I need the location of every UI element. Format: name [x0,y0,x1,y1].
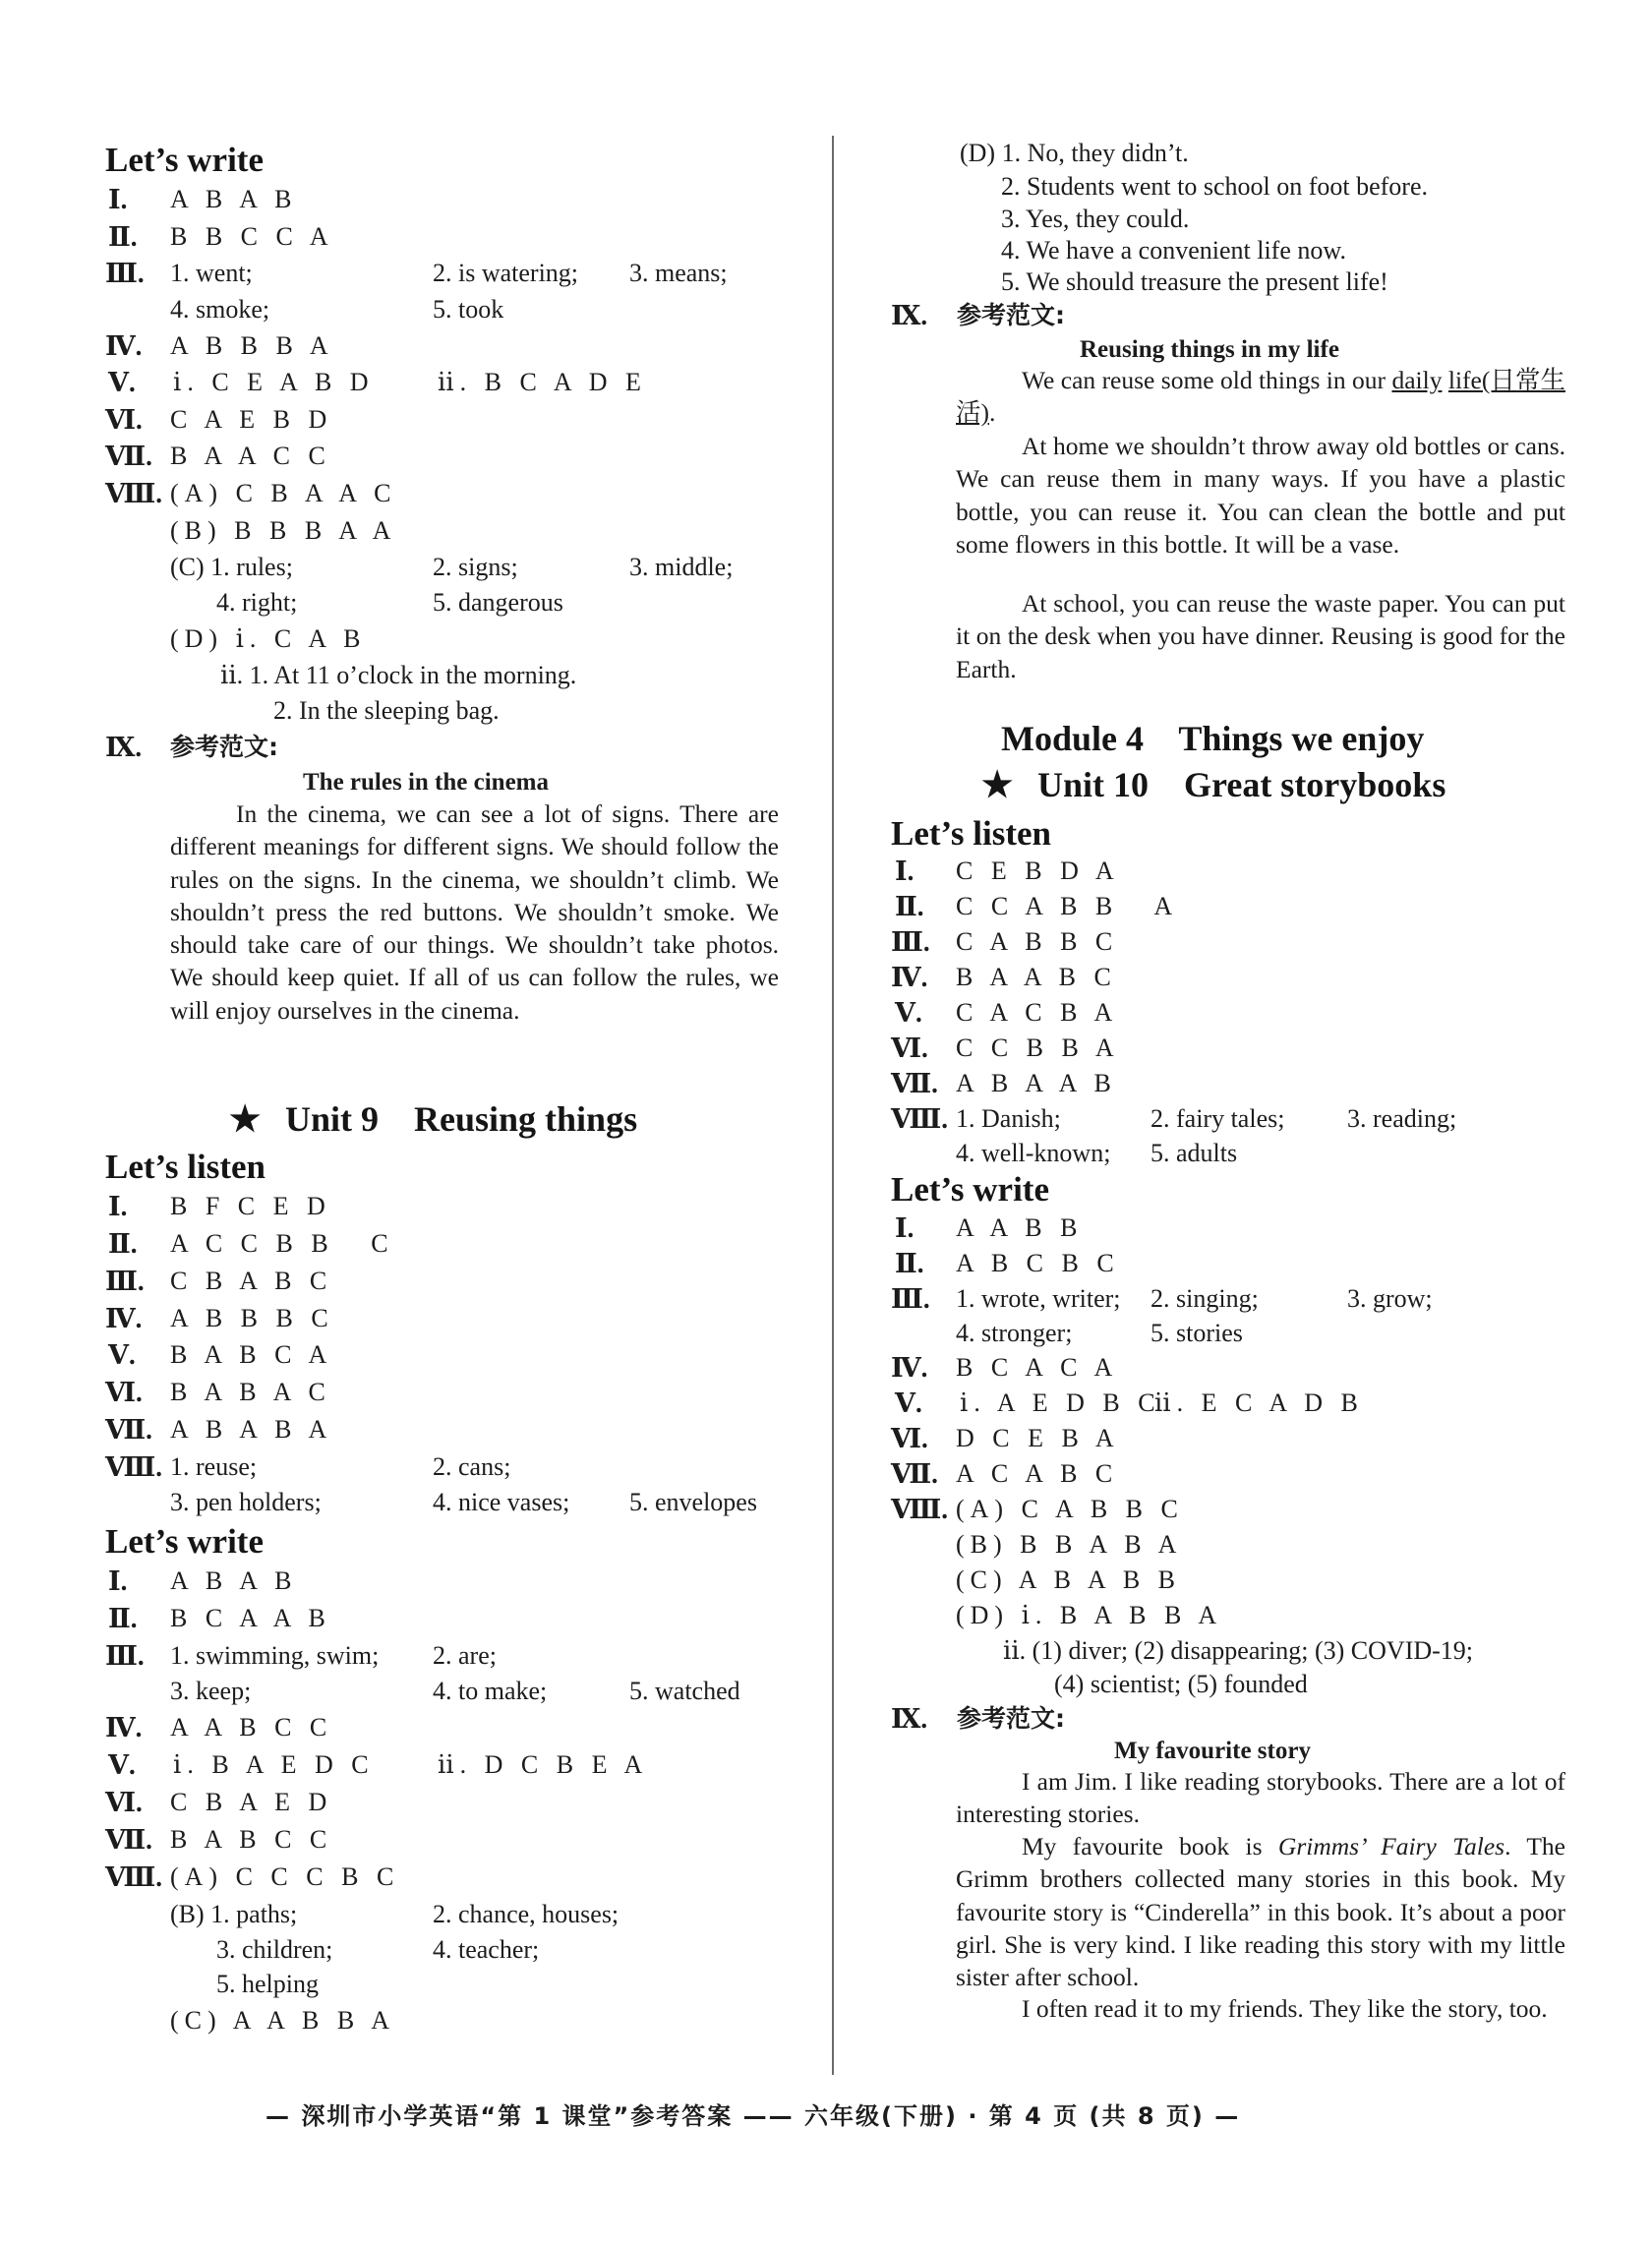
lets-listen-heading: Let’s listen [891,814,1051,853]
answer-row: ⅱ. D C B E A [438,1750,649,1779]
answer-item: 2. cans; [433,1452,511,1481]
answer-row: A B C B C [956,1249,1120,1277]
answer-item: 3. middle; [629,553,734,581]
roman-numeral: Ⅷ. [105,1862,163,1892]
lets-write-heading: Let’s write [105,141,264,179]
roman-numeral: Ⅳ. [891,963,928,992]
answer-row: A A B B [956,1213,1084,1242]
roman-numeral: Ⅵ. [891,1424,928,1453]
answer-item: (C) 1. rules; [170,553,293,581]
roman-numeral: Ⅲ. [891,1284,930,1314]
lets-write-heading: Let’s write [891,1170,1049,1209]
roman-numeral: Ⅰ. [108,1566,128,1596]
answer-item: 5. We should treasure the present life! [1001,267,1388,296]
answer-row: ⅰ. A E D B C [960,1388,1161,1417]
roman-numeral: Ⅷ. [891,1495,949,1524]
answer-row: B F C E D [170,1192,331,1220]
roman-numeral: Ⅰ. [895,856,914,886]
answer-row: C A E B D [170,405,333,434]
answer-item: ⅱ. (1) diver; (2) disappearing; (3) COVID-19; [1003,1636,1474,1665]
roman-numeral: Ⅴ. [895,1388,922,1418]
answer-row: B C A A B [170,1604,331,1632]
answer-item: 3. pen holders; [170,1488,322,1516]
answer-item: 5. dangerous [433,588,563,617]
answer-item: 3. means; [629,259,728,287]
roman-numeral: Ⅰ. [895,1213,914,1243]
roman-numeral: Ⅶ. [105,1825,152,1855]
roman-numeral: Ⅱ. [108,1229,138,1259]
answer-item: 1. wrote, writer; [956,1284,1121,1313]
answer-item: 4. to make; [433,1677,548,1705]
sample-essay-label: 参考范文: [957,1704,1065,1733]
roman-numeral: Ⅲ. [891,927,930,957]
essay-text: My favourite book is [1022,1832,1278,1860]
essay-paragraph [956,364,1565,430]
answer-item: 3. Yes, they could. [1001,205,1190,233]
answer-row: (D) ⅰ. B A B B A [956,1601,1223,1629]
answer-item: 3. grow; [1347,1284,1433,1313]
roman-numeral: Ⅶ. [891,1069,938,1098]
roman-numeral: Ⅰ. [108,185,128,214]
roman-numeral: Ⅲ. [105,1641,145,1671]
answer-row: (A) C C C B C [170,1862,400,1891]
answer-row: A C C B B C [170,1229,394,1258]
answer-item: 3. children; [216,1935,333,1964]
roman-numeral: Ⅱ. [108,1604,138,1633]
answer-row: B A B C A [170,1340,333,1369]
star-icon: ★ [229,1099,262,1139]
answer-row: C A C B A [956,998,1119,1027]
answer-row: A B B B A [170,331,334,360]
answer-row: A A B C C [170,1713,333,1742]
book-title: Grimms’ Fairy Tales [1277,1832,1505,1860]
answer-item: ⅱ. 1. At 11 o’clock in the morning. [220,661,577,689]
roman-numeral: Ⅶ. [105,1415,152,1445]
answer-item: (4) scientist; (5) founded [1054,1670,1308,1698]
answer-row: (C) A A B B A [170,2006,395,2035]
roman-numeral: Ⅴ. [895,998,922,1028]
answer-row: B C A C A [956,1353,1119,1382]
answer-item: 1. Danish; [956,1104,1061,1133]
roman-numeral: Ⅵ. [105,1788,143,1817]
essay-title: My favourite story [1114,1738,1311,1764]
roman-numeral: Ⅲ. [105,1267,145,1296]
roman-numeral: Ⅴ. [108,1750,136,1780]
essay-paragraph: I am Jim. I like reading storybooks. There are a lot of interesting stories. [956,1767,1565,1829]
glossed-word: daily [1391,366,1443,394]
sample-essay-label: 参考范文: [957,301,1065,329]
answer-row: C E B D A [956,856,1120,885]
answer-row: (C) A B A B B [956,1565,1181,1594]
answer-item: 5. envelopes [629,1488,757,1516]
roman-numeral: Ⅵ. [891,1033,928,1063]
roman-numeral: Ⅴ. [108,1340,136,1370]
answer-item: 3. reading; [1347,1104,1457,1133]
roman-numeral: Ⅱ. [895,892,924,921]
star-icon: ★ [981,765,1014,804]
roman-numeral: Ⅵ. [105,405,143,435]
roman-numeral: Ⅱ. [895,1249,924,1278]
answer-row: ⅰ. C E A B D [173,368,375,396]
answer-item: (B) 1. paths; [170,1900,298,1928]
essay-title: The rules in the cinema [303,769,549,796]
roman-numeral: Ⅸ. [105,733,143,762]
roman-numeral: Ⅸ. [891,301,928,330]
answer-item: 2. singing; [1150,1284,1259,1313]
answer-row: ⅱ. B C A D E [438,368,647,396]
answer-row: A B A B A [170,1415,333,1444]
answer-item: 2. In the sleeping bag. [273,696,500,725]
answer-row: C B A E D [170,1788,333,1816]
answer-item: 5. watched [629,1677,740,1705]
answer-item: 1. reuse; [170,1452,258,1481]
roman-numeral: Ⅴ. [108,368,136,397]
column-divider [832,136,834,2075]
answer-row: A B A B [170,1566,298,1595]
answer-row: C A B B C [956,927,1119,956]
answer-row: ⅰ. B A E D C [173,1750,375,1779]
roman-numeral: Ⅳ. [105,1304,143,1333]
answer-item: 4. teacher; [433,1935,540,1964]
essay-paragraph: In the cinema, we can see a lot of signs. There are different meanings for different signs. We should follow the rules on the signs. In the cinema, we shouldn’t climb. We shouldn’t press the red buttons. We shouldn’t smoke. We should take care of our things. We shouldn’t take photos. We should keep quiet. If all of us can follow the rules, we will enjoy ourselves in the cinema. [170,799,779,1025]
answer-row: B A B A C [170,1378,331,1406]
roman-numeral: Ⅶ. [891,1459,938,1489]
answer-row: A B B B C [170,1304,334,1332]
answer-item: (D) 1. No, they didn’t. [960,139,1189,167]
answer-item: 2. are; [433,1641,497,1670]
roman-numeral: Ⅳ. [105,1713,143,1742]
answer-item: 2. chance, houses; [433,1900,620,1928]
answer-row: ⅱ. E C A D B [1154,1388,1364,1417]
answer-item: 4. well-known; [956,1139,1111,1167]
roman-numeral: Ⅳ. [105,331,143,361]
answer-item: 1. went; [170,259,253,287]
essay-text: . The Grimm brothers collected many stories in this book. My favourite story is “Cinderella” in this book. It’s about a poor girl. She is very kind. I like reading this story with my little sister after school. [956,1832,1565,1992]
sample-essay-label: 参考范文: [170,733,278,761]
answer-row: A B A A B [956,1069,1117,1097]
unit-9-title: Unit 9 Reusing things [285,1099,638,1139]
answer-row: C B A B C [170,1267,333,1295]
answer-row: B B C C A [170,222,334,251]
roman-numeral: Ⅳ. [891,1353,928,1383]
roman-numeral: Ⅶ. [105,442,152,471]
roman-numeral: Ⅷ. [105,479,163,508]
roman-numeral: Ⅷ. [891,1104,949,1134]
answer-row: (A) C A B B C [956,1495,1184,1523]
roman-numeral: Ⅷ. [105,1452,163,1482]
lets-listen-heading: Let’s listen [105,1148,266,1186]
answer-row: B A B C C [170,1825,333,1854]
essay-paragraph: At school, you can reuse the waste paper. You can put it on the desk when you have dinner. Reusing is good for the Earth. [956,589,1565,683]
answer-row: D C E B A [956,1424,1120,1452]
answer-row: (D) ⅰ. C A B [170,624,367,653]
roman-numeral: Ⅵ. [105,1378,143,1407]
answer-item: 5. helping [216,1970,319,1998]
answer-row: B A A C C [170,442,331,470]
answer-item: 5. stories [1150,1319,1243,1347]
essay-paragraph: At home we shouldn’t throw away old bottles or cans. We can reuse them in many ways. If you have a plastic bottle, you can reuse it. You can clean the bottle and put some flowers in this bottle. It will be a vase. [956,432,1565,559]
answer-item: 3. keep; [170,1677,252,1705]
module-4-title: Module 4 Things we enjoy [1001,719,1425,758]
answer-item: 4. smoke; [170,295,270,324]
essay-title: Reusing things in my life [1080,336,1339,363]
answer-item: 2. signs; [433,553,518,581]
essay-paragraph: I often read it to my friends. They like the story, too. [1022,1994,1548,2023]
page-footer: — 深圳市小学英语“第 1 课堂”参考答案 —— 六年级(下册) · 第 4 页 (共 8 页) — [266,2102,1241,2130]
essay-paragraph [956,1830,1565,1993]
answer-item: 1. swimming, swim; [170,1641,380,1670]
essay-text: . [989,398,996,428]
lets-write-heading: Let’s write [105,1522,264,1561]
answer-row: A B A B [170,185,298,213]
answer-row: B A A B C [956,963,1117,991]
unit-10-title: Unit 10 Great storybooks [1037,765,1446,804]
roman-numeral: Ⅰ. [108,1192,128,1221]
answer-row: C C B B A [956,1033,1120,1062]
answer-row: A C A B C [956,1459,1119,1488]
answer-item: 5. adults [1150,1139,1238,1167]
roman-numeral: Ⅲ. [105,259,145,288]
answer-row: (B) B B B A A [170,516,397,545]
answer-item: 4. We have a convenient life now. [1001,236,1346,265]
glossed-word: life(日常生活) [956,366,1565,428]
roman-numeral: Ⅸ. [891,1704,928,1734]
answer-item: 2. is watering; [433,259,579,287]
answer-item: 2. fairy tales; [1150,1104,1285,1133]
answer-row: (B) B B A B A [956,1530,1183,1559]
answer-row: C C A B B A [956,892,1179,920]
essay-text: We can reuse some old things in our [1022,366,1392,394]
answer-row: (A) C B A A C [170,479,397,507]
answer-item: 5. took [433,295,504,324]
answer-item: 4. nice vases; [433,1488,570,1516]
answer-item: 2. Students went to school on foot before. [1001,172,1428,201]
roman-numeral: Ⅱ. [108,222,138,252]
answer-item: 4. right; [216,588,298,617]
answer-item: 4. stronger; [956,1319,1073,1347]
